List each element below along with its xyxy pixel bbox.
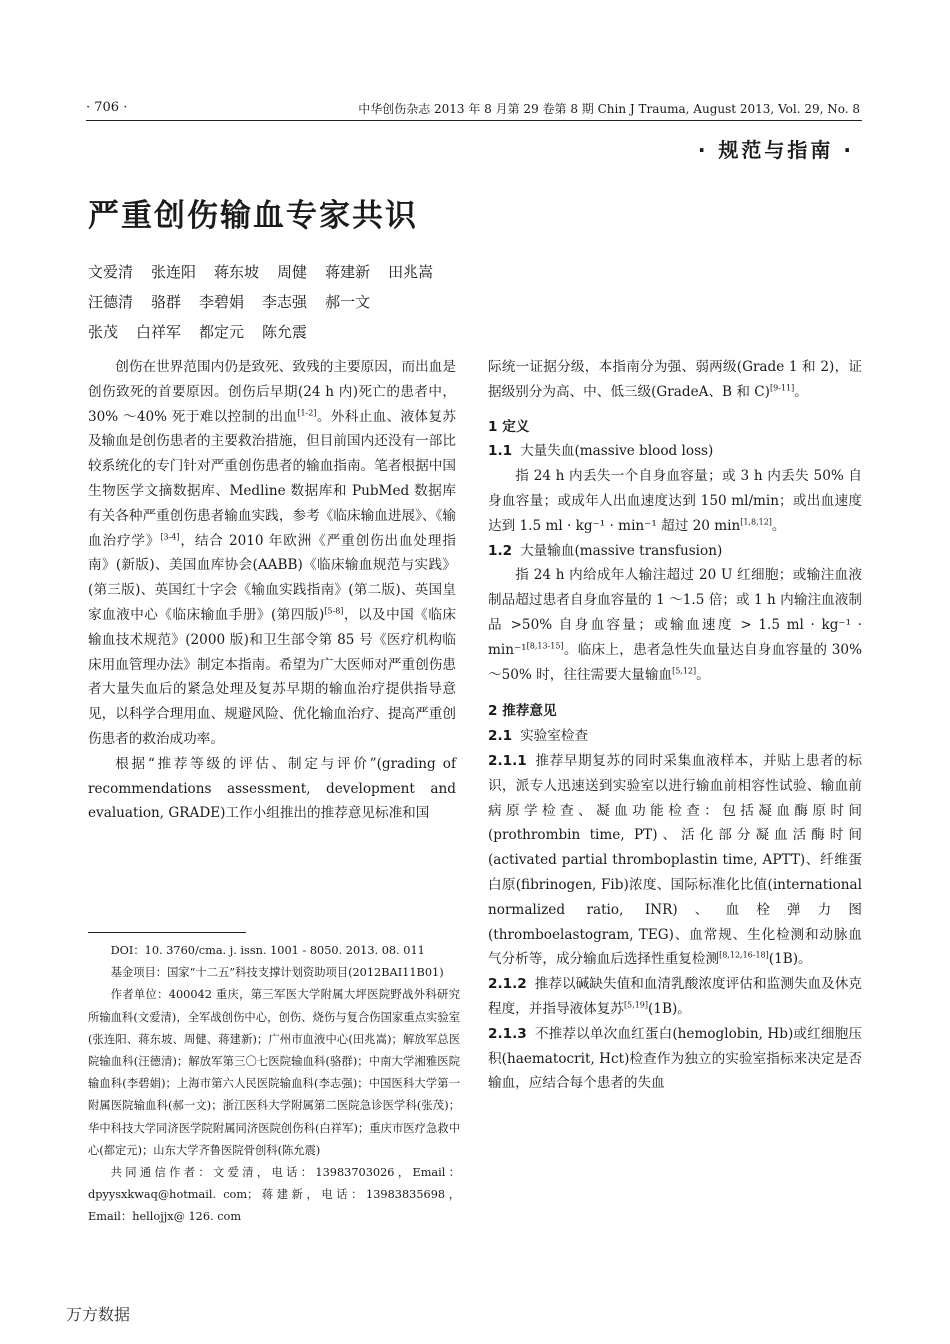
author: 田兆嵩 [388, 263, 434, 281]
subheading-2-1: 2.1 实验室检查 [488, 728, 589, 745]
citation: [8,13-15] [526, 641, 564, 651]
author: 李志强 [262, 293, 308, 311]
right-column [488, 355, 862, 1096]
recommendation-2-1-2: 2.1.2 推荐以碱缺失值和血清乳酸浓度评估和监测失血及休克程度，并指导液体复苏[5,19](1B)。 [488, 976, 862, 1017]
citation: [1-2] [297, 408, 317, 418]
left-column [88, 355, 456, 826]
author-row-3 [88, 317, 451, 347]
subheading-1-2: 1.2 大量输血(massive transfusion) [488, 542, 723, 559]
doi: DOI：10. 3760/cma. j. issn. 1001 - 8050. 2013. 08. 011 [110, 944, 425, 957]
subheading-1-1: 1.1 大量失血(massive blood loss) [488, 443, 714, 460]
article-title: 严重创伤输血专家共识 [88, 198, 418, 234]
page-number: · 706 · [86, 100, 128, 115]
intro-paragraph: 创伤在世界范围内仍是致死、致残的主要原因，而出血是创伤致死的首要原因。创伤后早期(24 h 内)死亡的患者中，30% ～40% 死于难以控制的出血[1-2]。外科止血、液体复苏及输血是创伤患者的主要救治措施，但目前国内还没有一部比较系统化的专门针对严重创伤患者的输血指南。笔者根据中国生物医学文摘数据库、Medline 数据库和 PubMed 数据库有关各种严重创伤患者输血实践，参考《临床输血进展》、《输血治疗学》[3-4]，结合 2010 年欧洲《严重创伤出血处理指南》(新版)、美国血库协会(AABB)《临床输血规范与实践》(第三版)、英国红十字会《输血实践指南》(第二版)、英国皇家血液中心《临床输血手册》(第四版)[5-8]，以及中国《临床输血技术规范》(2000 版)和卫生部令第 85 号《医疗机构临床用血管理办法》制定本指南。希望为广大医师对严重创伤患者大量失血后的紧急处理及复苏早期的输血治疗提供指导意见，以科学合理用血、规避风险、优化输血治疗、提高严重创伤患者的救治成功率。 [88, 359, 457, 747]
author-affiliations: 作者单位：400042 重庆，第三军医大学附属大坪医院野战外科研究所输血科(文爱清)，全军战创伤中心，创伤、烧伤与复合伤国家重点实验室(张连阳、蒋东坡、周健、蒋建新)；广州市血液中心(田兆嵩)；解放军总医院输血科(汪德清)；解放军第三〇七医院输血科(骆群)；中南大学湘雅医院输血科(李碧娟)；上海市第六人民医院输血科(李志强)；中国医科大学第一附属医院输血科(郝一文)；浙江医科大学附属第二医院急诊医学科(张茂)；华中科技大学同济医学院附属同济医院创伤科(白祥军)；重庆市医疗急救中心(都定元)；山东大学齐鲁医院骨创科(陈允震) [88, 988, 460, 1157]
citation: [1,8,12] [740, 517, 772, 527]
author: 蒋东坡 [214, 263, 260, 281]
watermark: 万方数据 [66, 1305, 131, 1324]
citation: [3-4] [160, 532, 180, 542]
citation: [9-11] [769, 383, 795, 393]
section-heading-1: 1 定义 [488, 418, 530, 435]
author: 汪德清 [88, 293, 134, 311]
author: 白祥军 [136, 323, 182, 341]
author-list [88, 257, 451, 347]
funding: 基金项目：国家“十二五”科技支撑计划资助项目(2012BAI11B01) [110, 966, 444, 980]
author: 蒋建新 [325, 263, 371, 281]
author: 张茂 [88, 323, 119, 341]
author: 陈允震 [262, 323, 308, 341]
author: 骆群 [151, 293, 182, 311]
author-row-1 [88, 257, 451, 287]
recommendation-2-1-1: 2.1.1 推荐早期复苏的同时采集血液样本，并贴上患者的标识，派专人迅速送到实验室以进行输血前相容性试验、输血前病原学检查、凝血功能检查：包括凝血酶原时间(prothrombin time, PT)、活化部分凝血活酶时间(activated partial thromboplastin time, APTT)、纤维蛋白原(fibrinogen, Fib)浓度、国际标准化比值(international normalized ratio, INR)、血栓弹力图(thromboelastogram, TEG)、血常规、生化检测和动脉血气分析等，成分输血后选择性重复检测[8,12,16-18](1B)。 [488, 752, 862, 968]
author: 文爱清 [88, 263, 134, 281]
section-heading-2: 2 推荐意见 [488, 703, 557, 720]
citation: [5-8] [324, 606, 344, 616]
footnotes [88, 940, 460, 1229]
recommendation-2-1-3: 2.1.3 不推荐以单次血红蛋白(hemoglobin, Hb)或红细胞压积(haematocrit, Hct)检查作为独立的实验室指标来决定是否输血，应结合每个患者的失血 [488, 1025, 862, 1092]
footnote-rule [88, 932, 246, 933]
author: 郝一文 [325, 293, 371, 311]
author-row-2 [88, 287, 451, 317]
author: 张连阳 [151, 263, 197, 281]
definition-paragraph: 指 24 h 内丢失一个自身血容量；或 3 h 内丢失 50% 自身血容量；或成年人出血速度达到 150 ml/min；或出血速度达到 1.5 ml · kg⁻¹ · min⁻¹ 超过 20 min[1,8,12]。 [488, 468, 862, 534]
journal-header: 中华创伤杂志 2013 年 8 月第 29 卷第 8 期 Chin J Trauma, August 2013, Vol. 29, No. 8 [358, 102, 860, 116]
section-label: · 规范与指南 · [697, 138, 854, 162]
grade-paragraph: 根据“推荐等级的评估、制定与评价”(grading of recommendations assessment, development and evaluation, GRADE)工作小组推出的推荐意见标准和国 [88, 755, 456, 822]
citation: [5,12] [672, 666, 697, 676]
definition-paragraph: 指 24 h 内给成年人输注超过 20 U 红细胞；或输注血液制品超过患者自身血容量的 1 ～1.5 倍；或 1 h 内输注血液制品 >50% 自身血容量；或输血速度 > 1.5 ml · kg⁻¹ · min⁻¹[8,13-15]。临床上，患者急性失血量达自身血容量的 30% ～50% 时，往往需要大量输血[5,12]。 [488, 567, 862, 683]
author: 周健 [277, 263, 308, 281]
author: 都定元 [199, 323, 245, 341]
corresponding-authors: 共同通信作者：文爱清，电话：13983703026，Email：dpyysxkwaq@hotmail. com；蒋建新，电话：13983835698，Email：hellojjx@ 126. com [88, 1166, 460, 1224]
citation: [5,19] [623, 1000, 648, 1010]
citation: [8,12,16-18] [719, 950, 769, 960]
grade-paragraph-cont: 际统一证据分级，本指南分为强、弱两级(Grade 1 和 2)，证据级别分为高、中、低三级(GradeA、B 和 C)[9-11]。 [488, 359, 862, 400]
author: 李碧娟 [199, 293, 245, 311]
header-rule [86, 120, 862, 121]
